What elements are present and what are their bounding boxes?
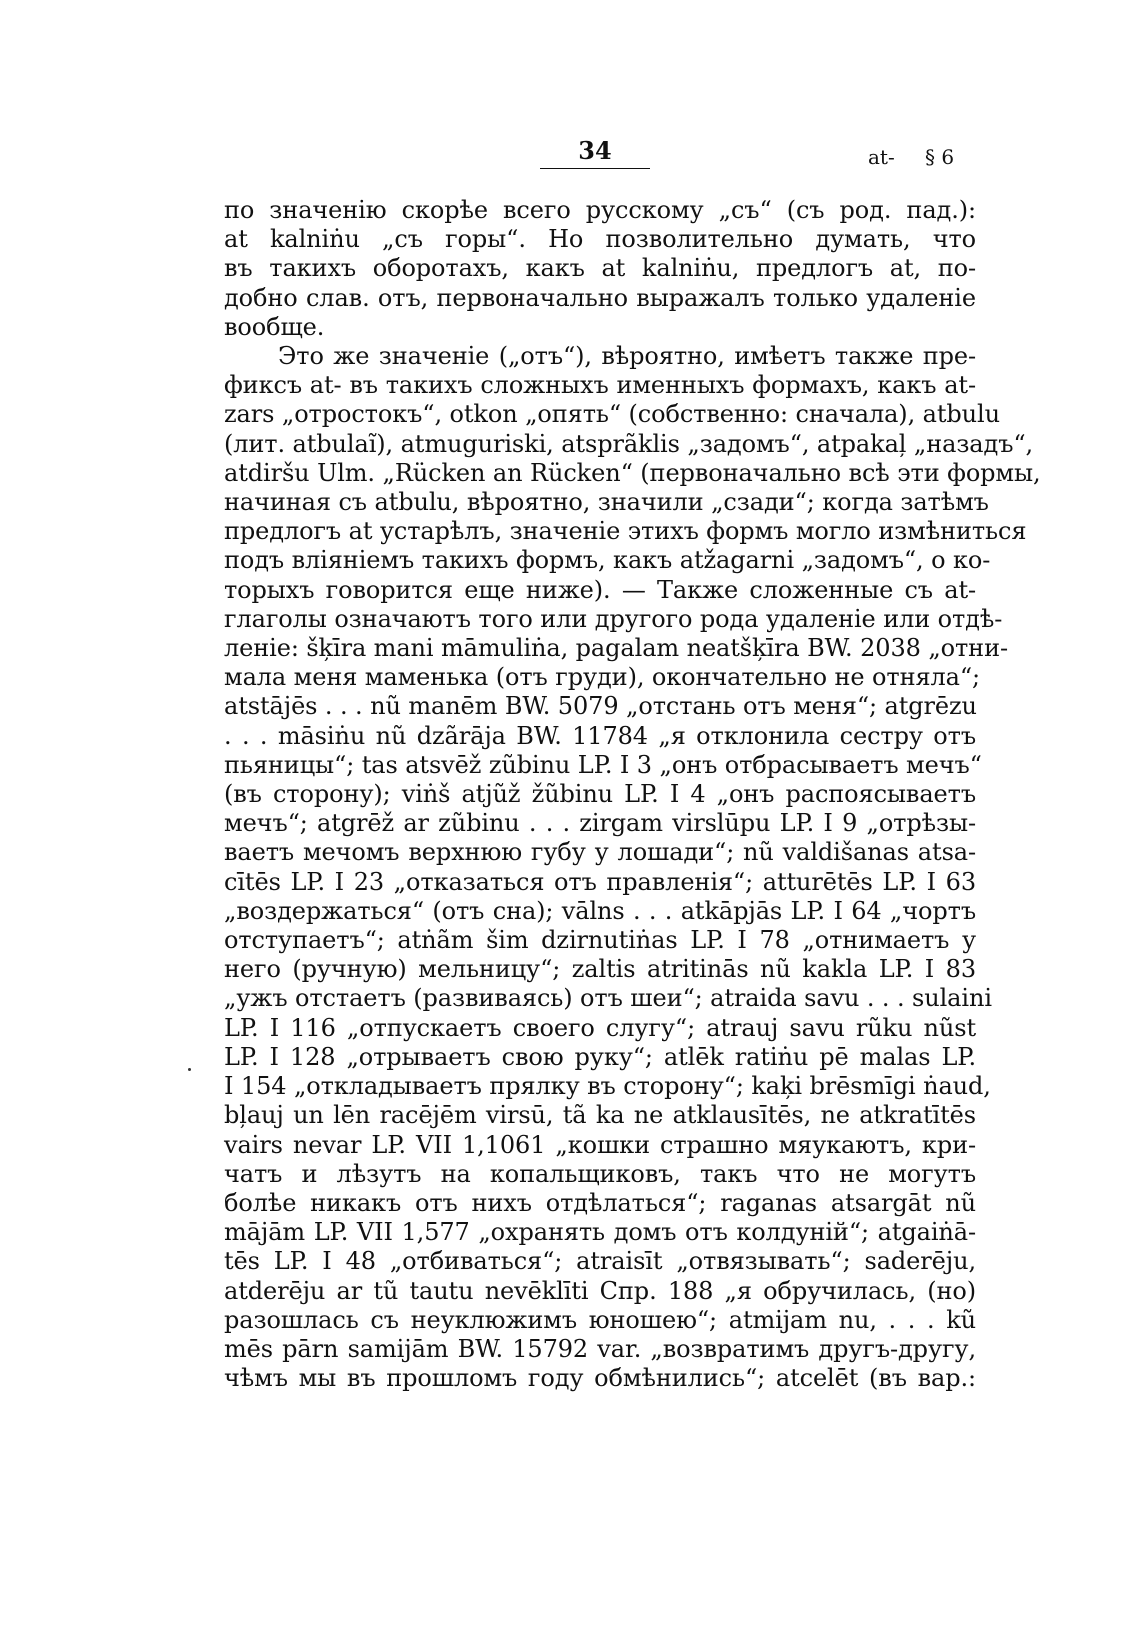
text-line: . . . māsiṅu nũ dzãrāja BW. 11784 „я отклонила сестру отъ	[224, 721, 976, 750]
text-line: предлогъ at устарѣлъ, значеніе этихъ формъ могло измѣниться	[224, 517, 1027, 546]
text-line: LP. I 116 „отпускаетъ своего слугу“; atrauj savu rũku nũst	[224, 1013, 976, 1042]
text-line: леніе: šķīra mani māmuliṅa, pagalam neatšķīra BW. 2038 „отни-	[224, 634, 1008, 663]
text-line: болѣе никакъ отъ нихъ отдѣлаться“; raganas atsargāt nũ	[224, 1188, 976, 1217]
text-line: него (ручную) мельницу“; zaltis atritinās nũ kakla LP. I 83	[224, 955, 976, 984]
text-line: отступаетъ“; atṅãm šim dzirnutiṅas LP. I 78 „отнимаетъ у	[224, 926, 976, 955]
text-line: „воздержаться“ (отъ сна); vālns . . . atkāpjās LP. I 64 „чортъ	[224, 896, 976, 925]
text-line: atstājēs . . . nũ manēm BW. 5079 „отстань отъ меня“; atgrēzu	[224, 692, 977, 721]
text-line: vairs nevar LP. VII 1,1061 „кошки страшно мяукаютъ, кри-	[224, 1130, 976, 1159]
paragraph	[224, 196, 976, 342]
text-line: atdiršu Ulm. „Rücken an Rücken“ (первоначально всѣ эти формы,	[224, 458, 1041, 487]
text-line: по значенію скорѣе всего русскому „съ“ (съ род. пад.):	[224, 196, 976, 224]
text-line: мечъ“; atgrēž ar zũbinu . . . zirgam virslūpu LP. I 9 „отрѣзы-	[224, 809, 976, 838]
text-line: вообще.	[224, 312, 325, 341]
running-head: at-	[868, 145, 895, 169]
text-line: глаголы означаютъ того или другого рода удаленіе или отдѣ-	[224, 604, 1003, 633]
text-line: подъ вліяніемъ такихъ формъ, какъ atžagarni „задомъ“, о ко-	[224, 546, 991, 575]
text-line: торыхъ говорится еще ниже). — Также сложенные съ at-	[224, 575, 976, 604]
text-line: разошлась съ неуклюжимъ юношею“; atmijam nu, . . . kũ	[224, 1305, 976, 1334]
text-line: чатъ и лѣзутъ на копальщиковъ, такъ что не могутъ	[224, 1159, 976, 1188]
text-line: пьяницы“; tas atsvēž zũbinu LP. I 3 „онъ отбрасываетъ мечъ“	[224, 750, 982, 779]
text-line: (лит. atbulaĩ), atmuguriski, atsprãklis „задомъ“, atpakaļ „назадъ“,	[224, 429, 1034, 458]
text-line: Это же значеніе („отъ“), вѣроятно, имѣетъ также пре-	[278, 342, 976, 371]
margin-speck	[188, 1068, 191, 1071]
text-line: LP. I 128 „отрываетъ свою руку“; atlēk ratiṅu pē malas LP.	[224, 1042, 976, 1071]
text-line: cītēs LP. I 23 „отказаться отъ правленія“; atturētēs LP. I 63	[224, 867, 976, 896]
text-line: мала меня маменька (отъ груди), окончательно не отняла“;	[224, 663, 981, 692]
text-line: добно слав. отъ, первоначально выражалъ только удаленіе	[224, 283, 976, 312]
header-rule	[540, 168, 650, 169]
page-number: 34	[578, 136, 612, 165]
text-line: mājām LP. VII 1,577 „охранять домъ отъ колдуній“; atgaiṅā-	[224, 1218, 976, 1247]
text-line: tēs LP. I 48 „отбиваться“; atraisīt „отвязывать“; saderēju,	[224, 1247, 976, 1276]
paragraph	[224, 342, 1041, 1393]
text-line: чѣмъ мы въ прошломъ году обмѣнились“; atcelēt (въ вар.:	[224, 1364, 976, 1393]
section-mark: § 6	[925, 145, 955, 169]
text-line: bļauj un lēn racējēm virsū, tã ka ne atklausītēs, ne atkratītēs	[224, 1101, 976, 1130]
text-line: at kalniṅu „съ горы“. Но позволительно думать, что	[224, 225, 976, 254]
page-header	[0, 136, 1140, 176]
body-text	[224, 196, 1041, 1393]
text-line: I 154 „откладываетъ прялку въ сторону“; kaķi brēsmīgi ṅaud,	[224, 1072, 991, 1101]
text-line: (въ сторону); viṅš atjũž žũbinu LP. I 4 „онъ распоясываетъ	[224, 780, 976, 809]
text-line: „ужъ отстаетъ (развиваясь) отъ шеи“; atraida savu . . . sulaini	[224, 984, 992, 1013]
text-line: mēs pārn samijām BW. 15792 var. „возвратимъ другъ-другу,	[224, 1334, 976, 1363]
text-line: фиксъ at- въ такихъ сложныхъ именныхъ формахъ, какъ at-	[224, 371, 976, 400]
text-line: въ такихъ оборотахъ, какъ at kalniṅu, предлогъ at, по-	[224, 254, 976, 283]
text-line: начиная съ atbulu, вѣроятно, значили „сзади“; когда затѣмъ	[224, 488, 989, 517]
text-line: atderēju ar tũ tautu nevēklīti Спр. 188 „я обручилась, (но)	[224, 1276, 976, 1305]
text-line: ваетъ мечомъ верхнюю губу у лошади“; nũ valdišanas atsa-	[224, 838, 976, 867]
text-line: zars „отростокъ“, otkon „опять“ (собственно: сначала), atbulu	[224, 400, 1000, 429]
